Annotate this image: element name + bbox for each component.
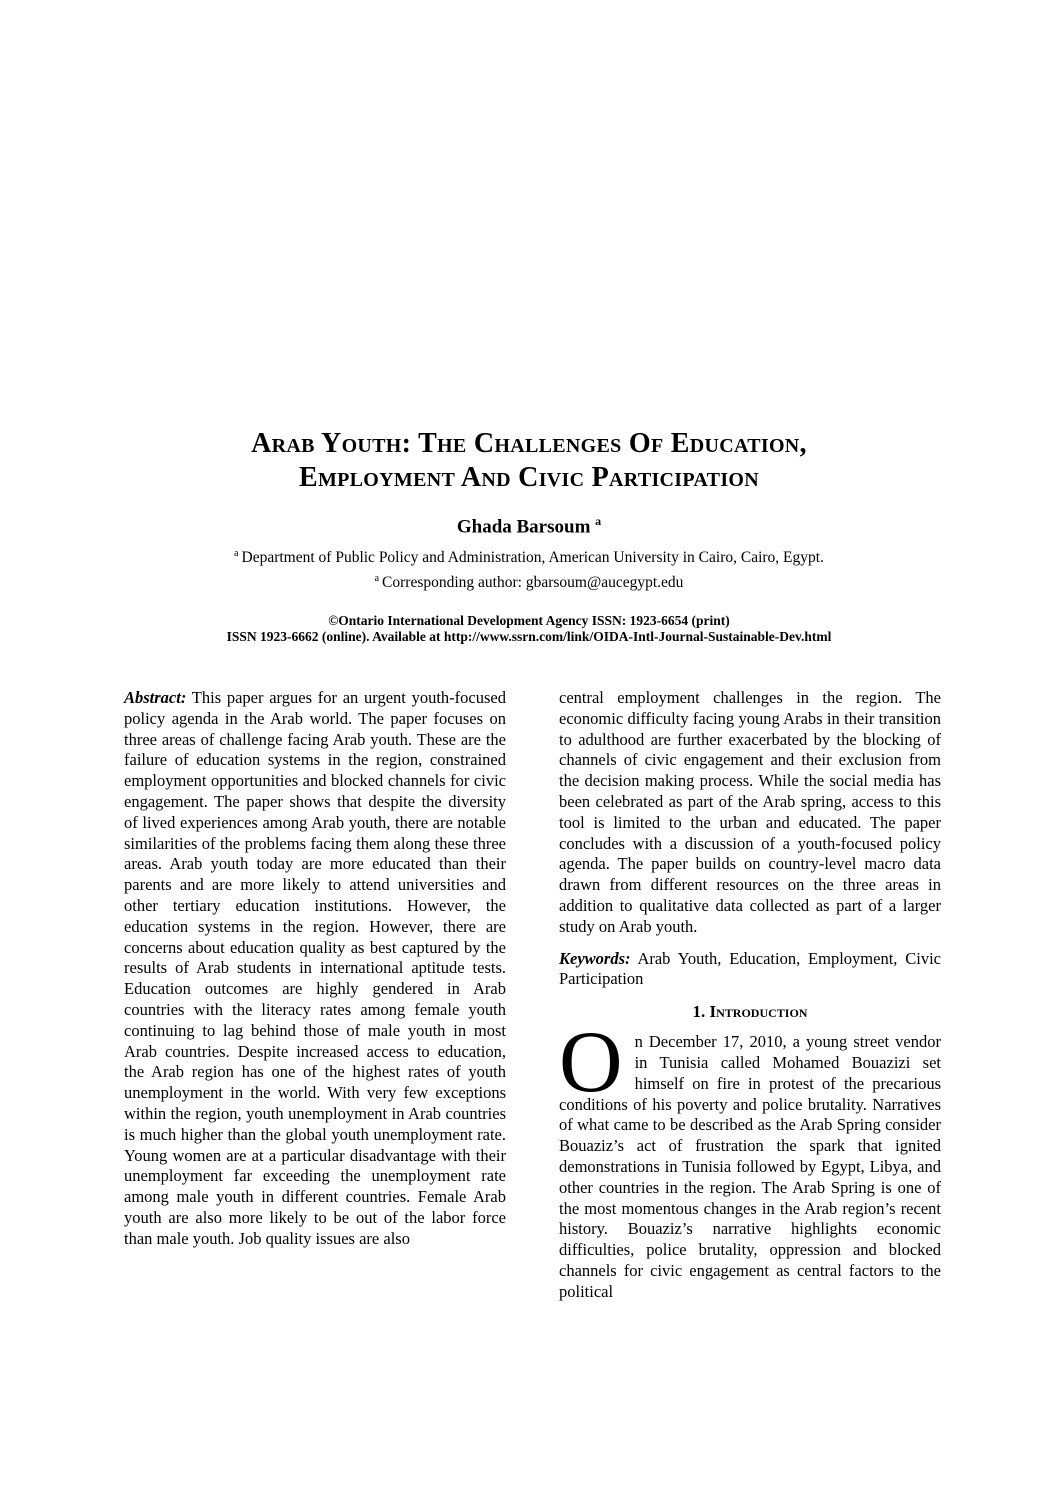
paper-title-line1: Arab Youth: The Challenges Of Education, [251, 428, 807, 459]
section-heading-introduction: 1. Introduction [692, 1002, 808, 1022]
abstract-text-col1: This paper argues for an urgent youth-focused policy agenda in the Arab world. The paper focuses on three areas of challenge facing Arab youth. These are the failure of education systems in the region, constrained employment opportunities and blocked channels for civic engagement. The paper shows that despite the diversity of lived experiences among Arab youth, there are notable similarities of the problems facing them along these three areas. Arab youth today are more educated than their parents and are more likely to attend universities and other tertiary education institutions. However, the education systems in the region. However, there are concerns about education quality as best captured by the results of Arab students in international aptitude tests. Education outcomes are highly gendered in Arab countries with the literacy rates among female youth continuing to lag behind those of male youth in most Arab countries. Despite increased access to education, the Arab region has one of the highest rates of youth unemployment in the world. With very few exceptions within the region, youth unemployment in Arab countries is much higher than the global youth unemployment rate. Young women are at a particular disadvantage with their unemployment far exceeding the unemployment rate among male youth in different countries. Female Arab youth are also more likely to be out of the labor force than male youth. Job quality issues are also [124, 688, 506, 1248]
abstract-label: Abstract: [124, 688, 187, 707]
paper-header [0, 427, 1058, 646]
keywords-paragraph [559, 949, 941, 991]
corresponding-text: Corresponding author: gbarsoum@aucegypt.edu [382, 574, 684, 592]
author-footnote-marker: a [595, 514, 602, 528]
introduction-paragraph [559, 1014, 941, 1302]
introduction-text: n December 17, 2010, a young street vendor in Tunisia called Mohamed Bouazizi set himself on fire in protest of the precarious conditions of his poverty and police brutality. Narratives of what came to be described as the Arab Spring consider Bouaziz’s act of frustration the spark that ignited demonstrations in Tunisia followed by Egypt, Libya, and other countries in the region. The Arab Spring is one of the most momentous changes in the Arab region’s recent history. Bouaziz’s narrative highlights economic difficulties, police brutality, oppression and blocked channels for civic engagement as central factors to the political [559, 1032, 941, 1301]
abstract-continuation-paragraph [559, 688, 941, 938]
abstract-text-col2: central employment challenges in the region. The economic difficulty facing young Arabs in their transition to adulthood are further exacerbated by the blocking of channels of civic engagement and their exclusion from the decision making process. While the social media has been celebrated as part of the Arab spring, access to this tool is limited to the urban and educated. The paper concludes with a discussion of a youth-focused policy agenda. The paper builds on country-level macro data drawn from different resources on the three areas in addition to qualitative data collected as part of a larger study on Arab youth. [559, 688, 941, 936]
author-line [0, 514, 1058, 538]
left-column [124, 688, 506, 1303]
publisher-issn-print: ©Ontario International Development Agency ISSN: 1923-6654 (print) [328, 612, 730, 628]
drop-cap-letter: O [559, 1014, 623, 1112]
author-name: Ghada Barsoum [456, 516, 591, 538]
publisher-issn-online-url: ISSN 1923-6662 (online). Available at http://www.ssrn.com/link/OIDA-Intl-Journal-Sustainable-Dev.html [226, 629, 832, 645]
keywords-text: Arab Youth, Education, Employment, Civic Participation [559, 948, 942, 989]
affiliation-footnote-marker: a [234, 548, 239, 560]
affiliation-text: Department of Public Policy and Administration, American University in Cairo, Cairo, Egypt. [241, 549, 824, 567]
paper-title-line2: Employment And Civic Participation [299, 462, 759, 493]
keywords-label: Keywords: [559, 948, 631, 968]
right-column [559, 688, 941, 1303]
paper-title [0, 427, 1058, 495]
corresponding-footnote-marker: a [374, 573, 380, 585]
publisher-block [0, 613, 1058, 646]
corresponding-author-line [0, 568, 1058, 593]
affiliation-line [0, 543, 1058, 568]
body-columns [124, 688, 942, 1303]
abstract-paragraph [124, 688, 506, 1250]
